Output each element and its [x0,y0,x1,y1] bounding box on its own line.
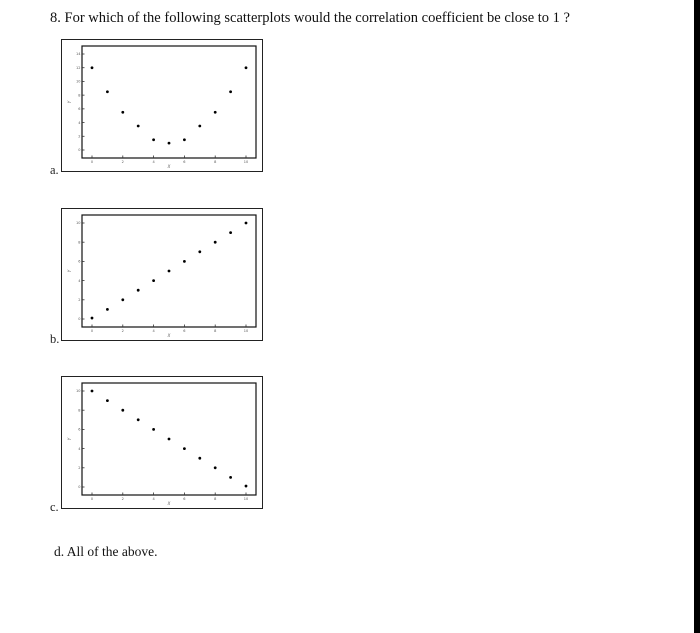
x-tick-label: 2 [121,160,124,164]
option-d-text: d. All of the above. [54,544,158,559]
x-tick-label: 10 [243,160,249,164]
x-tick-label: 0 [90,329,94,333]
x-tick-label: 6 [183,497,186,501]
x-tick-label: 8 [214,329,217,333]
data-point [245,485,248,488]
x-tick-label: 2 [121,329,124,333]
x-tick-label: 6 [183,329,186,333]
data-point [245,222,248,225]
data-point [168,438,171,441]
data-point [229,231,232,234]
y-tick-label: 10 [76,389,81,394]
y-tick-label: 10 [76,221,81,226]
data-point [168,142,171,145]
data-point [198,457,201,460]
data-point [183,138,186,141]
data-point [137,418,140,421]
data-point [121,298,124,301]
data-point [229,90,232,93]
y-axis-label: Y [67,437,72,441]
option-b-label: b. [50,332,60,346]
y-tick-label: 0 [78,485,81,490]
x-axis-label: X [167,501,171,506]
option-c-label: c. [50,500,59,514]
data-point [152,138,155,141]
y-tick-label: 6 [78,107,81,112]
data-point [137,125,140,128]
x-tick-label: 2 [121,497,124,501]
data-point [152,279,155,282]
x-axis-label: X [167,164,171,169]
data-point [168,270,171,273]
scatterplot-b [61,208,263,341]
data-point [121,409,124,412]
y-tick-label: 4 [78,278,81,283]
y-tick-label: 6 [78,427,81,432]
scatterplot-c [61,376,263,509]
data-point [214,466,217,469]
x-tick-label: 10 [243,497,249,501]
y-tick-label: 2 [78,134,81,139]
data-point [183,260,186,263]
scatterplot-a [61,39,263,172]
y-tick-label: 2 [78,466,81,470]
data-point [198,125,201,128]
option-a-label: a. [50,163,59,177]
data-point [198,250,201,253]
data-point [214,111,217,114]
data-point [137,289,140,292]
data-point [245,66,248,69]
plot-frame [82,46,256,158]
data-point [214,241,217,244]
question-text: 8. For which of the following scatterplots would the correlation coefficient be close to 1 ? [50,10,570,26]
y-tick-label: 2 [78,298,81,302]
y-tick-label: 8 [78,408,81,413]
data-point [91,390,94,393]
data-point [121,111,124,114]
x-tick-label: 6 [183,160,186,164]
x-tick-label: 4 [152,497,155,501]
y-tick-label: 0 [78,148,81,153]
y-tick-label: 14 [76,52,81,57]
x-tick-label: 8 [214,160,217,164]
x-tick-label: 4 [152,160,155,164]
data-point [106,90,109,93]
x-tick-label: 4 [152,329,155,333]
y-axis-label: Y [67,269,72,273]
data-point [91,66,94,69]
x-tick-label: 8 [214,497,217,501]
y-tick-label: 6 [78,259,81,264]
y-tick-label: 4 [78,120,81,125]
data-point [183,447,186,450]
data-point [229,476,232,479]
x-tick-label: 10 [243,329,249,333]
y-tick-label: 8 [78,240,81,245]
data-point [106,308,109,311]
x-axis-label: X [167,333,171,338]
y-tick-label: 0 [78,317,81,322]
y-tick-label: 8 [78,93,81,98]
y-axis-label: Y [67,100,72,104]
data-point [152,428,155,431]
y-tick-label: 4 [78,446,81,451]
y-tick-label: 10 [76,79,81,84]
data-point [106,399,109,402]
x-tick-label: 0 [90,497,94,501]
y-tick-label: 12 [76,65,81,70]
x-tick-label: 0 [90,160,94,164]
data-point [91,317,94,320]
